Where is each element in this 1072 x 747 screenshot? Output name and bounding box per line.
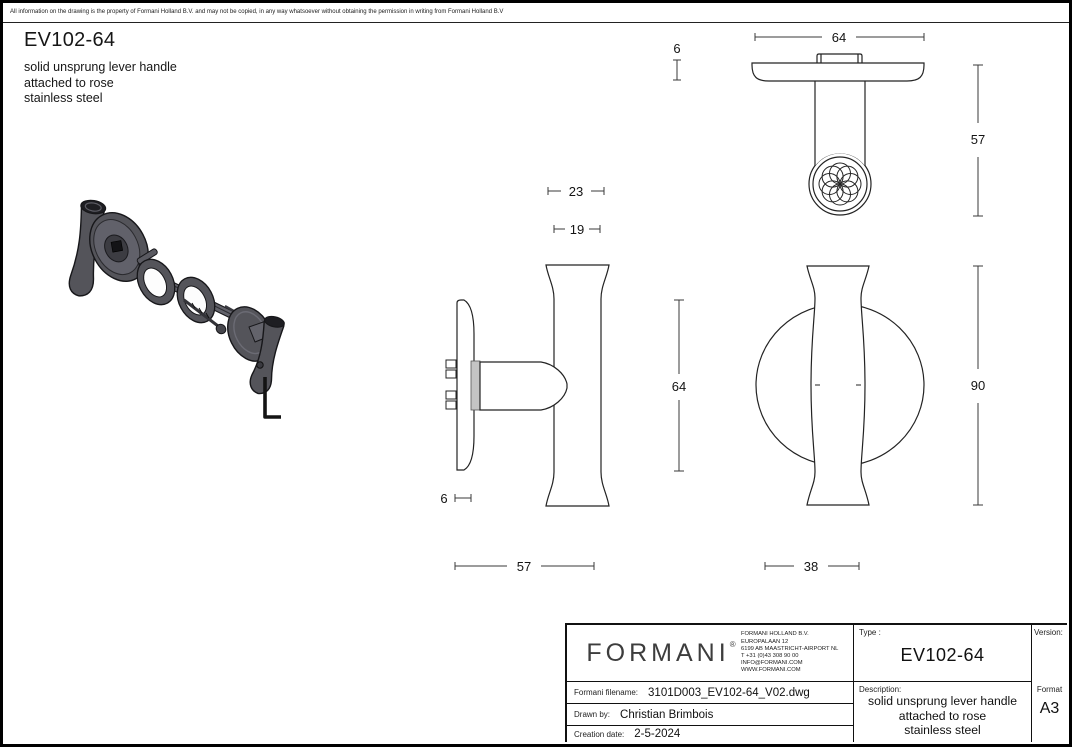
- creation-date-value: 2-5-2024: [634, 728, 681, 740]
- dim-label: 19: [569, 222, 585, 237]
- filename-value: 3101D003_EV102-64_V02.dwg: [648, 686, 810, 699]
- dim-bottom-width: [765, 559, 859, 574]
- fixing-studs: [446, 360, 456, 409]
- top-view: [752, 54, 924, 215]
- type-value: EV102-64: [900, 645, 985, 665]
- format-value: A3: [1039, 700, 1060, 717]
- dim-label: 57: [516, 559, 532, 574]
- description-text: solid unsprung lever handle attached to rose stainless steel: [867, 694, 1018, 737]
- creation-date-label: Creation date:: [574, 729, 625, 739]
- dim-label: 64: [671, 379, 687, 394]
- exploded-view-rendering: [67, 199, 286, 417]
- creation-date-row: [567, 726, 853, 742]
- filename-row: [567, 682, 853, 704]
- filename-label: Formani filename:: [574, 688, 639, 697]
- set-screw: [257, 362, 263, 368]
- dim-lever-height: [971, 266, 985, 505]
- dim-label: 57: [970, 132, 986, 147]
- front-view: [756, 266, 924, 505]
- dim-label: 38: [803, 559, 819, 574]
- formani-logo: FORMANI®: [586, 638, 736, 667]
- dim-rose-thickness: [440, 491, 471, 506]
- description-cell: [853, 682, 1031, 742]
- lever-plate-top: [752, 63, 924, 81]
- version-label: Version:: [1034, 628, 1063, 637]
- dim-label: 23: [568, 184, 584, 199]
- dim-projection: [971, 65, 985, 216]
- drawn-by-label: Drawn by:: [574, 710, 611, 719]
- title-block: [565, 623, 1067, 742]
- dim-total-depth: [455, 559, 594, 574]
- rosette-flower: [819, 163, 861, 205]
- type-label: Type :: [859, 628, 881, 637]
- spindle-cap: [817, 54, 862, 63]
- company-address: FORMANI HOLLAND B.V. EUROPALAAN 12 6199 AB MAASTRICHT-AIRPORT NL T +31 (0)43 308 90 00 INFO@FORMANI.COM WWW.FORMANI.COM: [741, 631, 839, 674]
- dim-label: 64: [831, 30, 847, 45]
- dim-lever-length: [755, 30, 924, 45]
- logo-cell: [567, 625, 853, 682]
- copyright-disclaimer: All information on the drawing is the property of Formani Holland B.V. and may not be copied, in any way whatsoever without obtaining the permission in writing from Formani Holland B.V: [3, 3, 1069, 23]
- drawn-by-value: Christian Brimbois: [620, 708, 714, 721]
- dimensions: [440, 30, 985, 574]
- dim-label: 90: [970, 378, 986, 393]
- dim-rose-height: [672, 300, 686, 471]
- side-view: [446, 265, 609, 506]
- dim-grip-waist: [554, 222, 600, 237]
- rose-spacer: [471, 361, 480, 410]
- dim-grip-top: [548, 184, 604, 199]
- dim-label: 6: [440, 491, 448, 506]
- page-title: EV102-64: [24, 29, 116, 51]
- subtitle-line: stainless steel: [24, 91, 103, 105]
- neck-side: [480, 362, 567, 410]
- dim-lever-thickness: [673, 41, 681, 80]
- format-label: Format: [1036, 685, 1063, 694]
- registered-mark: ®: [729, 639, 736, 649]
- drawn-by-row: [567, 704, 853, 726]
- type-cell: [853, 625, 1031, 682]
- version-cell: [1031, 625, 1067, 682]
- subtitle-line: attached to rose: [24, 75, 114, 90]
- description-label: Description:: [859, 685, 902, 694]
- format-cell: [1031, 682, 1067, 742]
- subtitle-line: solid unsprung lever handle: [24, 60, 177, 74]
- washer-2: [170, 271, 223, 329]
- dim-label: 6: [673, 41, 681, 56]
